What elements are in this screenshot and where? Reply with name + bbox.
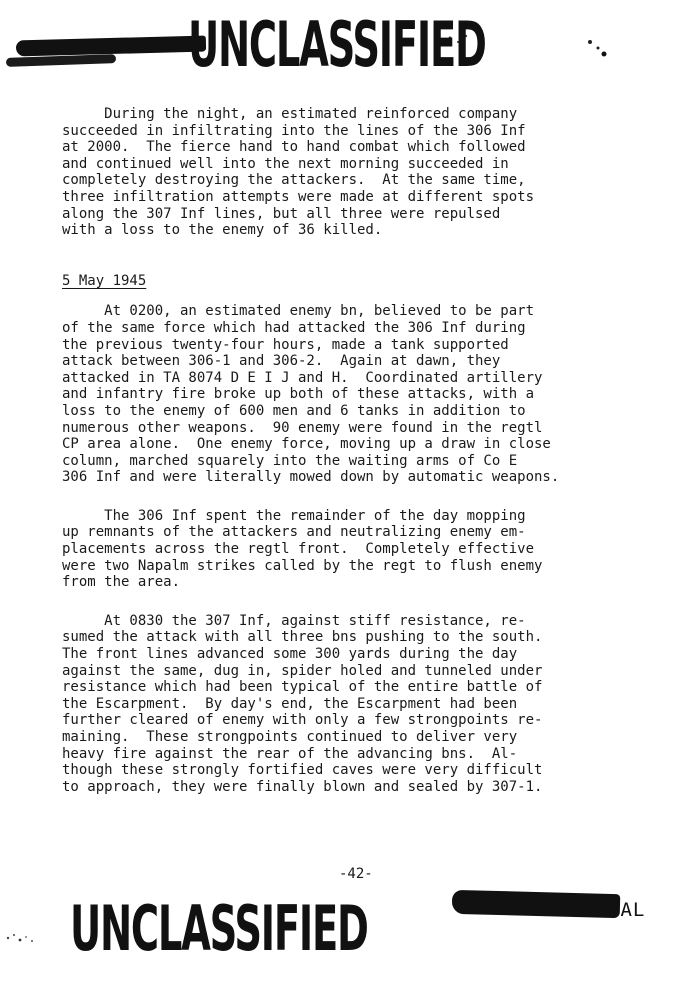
- text-line: The front lines advanced some 300 yards during the day: [62, 646, 518, 663]
- page-number: -42-: [339, 866, 373, 882]
- text-line: further cleared of enemy with only a few strongpoints re-: [62, 712, 543, 729]
- paragraph-mopping-up: [62, 508, 682, 591]
- text-line: at 2000. The fierce hand to hand combat which followed: [62, 139, 526, 156]
- text-line: The 306 Inf spent the remainder of the day mopping: [62, 507, 526, 524]
- redaction-bar-bottom: [452, 890, 621, 918]
- text-line: maining. These strongpoints continued to deliver very: [62, 729, 518, 745]
- text-line: placements across the regtl front. Completely effective: [62, 541, 535, 558]
- classification-remnant: IAL: [608, 899, 646, 921]
- text-line: three infiltration attempts were made at different spots: [62, 188, 535, 205]
- unclassified-stamp-top: UNCLASSIFIED: [188, 8, 486, 81]
- paragraph-night-infiltration: [62, 106, 682, 239]
- text-line: attack between 306-1 and 306-2. Again at dawn, they: [62, 353, 501, 370]
- text-line: though these strongly fortified caves were very difficult: [62, 762, 543, 779]
- date-heading-row: [62, 273, 682, 290]
- ink-speckle-bottom: [2, 928, 62, 948]
- text-line: were two Napalm strikes called by the regt to flush enemy: [62, 557, 543, 574]
- text-line: numerous other weapons. 90 enemy were found in the regtl: [62, 419, 543, 436]
- text-line: heavy fire against the rear of the advancing bns. Al-: [62, 745, 518, 762]
- text-line: completely destroying the attackers. At the same time,: [62, 172, 526, 189]
- text-line: and continued well into the next morning succeeded in: [62, 155, 509, 172]
- date-heading: 5 May 1945: [62, 272, 147, 289]
- text-line: column, marched squarely into the waiting arms of Co E: [62, 452, 518, 469]
- text-line: succeeded in infiltrating into the lines of the 306 Inf: [62, 122, 526, 139]
- text-line: with a loss to the enemy of 36 killed.: [62, 222, 383, 239]
- text-line: At 0830 the 307 Inf, against stiff resistance, re-: [62, 612, 526, 629]
- text-line: loss to the enemy of 600 men and 6 tanks in addition to: [62, 402, 526, 419]
- text-line: resistance which had been typical of the entire battle of: [62, 679, 543, 696]
- text-line: to approach, they were finally blown and sealed by 307-1.: [62, 778, 543, 795]
- paragraph-escarpment: [62, 613, 682, 796]
- text-line: sumed the attack with all three bns pushing to the south.: [62, 629, 543, 646]
- text-line: the Escarpment. By day's end, the Escarpment had been: [62, 695, 518, 712]
- unclassified-stamp-bottom: UNCLASSIFIED: [70, 892, 368, 965]
- paragraph-tank-attack: [62, 303, 682, 486]
- text-line: CP area alone. One enemy force, moving up a draw in close: [62, 436, 551, 453]
- text-line: 306 Inf and were literally mowed down by automatic weapons.: [62, 469, 560, 486]
- text-line: attacked in TA 8074 D E I J and H. Coordinated artillery: [62, 369, 543, 386]
- text-line: the previous twenty-four hours, made a tank supported: [62, 336, 509, 353]
- text-line: and infantry fire broke up both of these attacks, with a: [62, 386, 535, 403]
- text-line: During the night, an estimated reinforced company: [62, 106, 518, 122]
- text-line: from the area.: [62, 574, 181, 591]
- text-line: along the 307 Inf lines, but all three were repulsed: [62, 205, 501, 222]
- text-line: up remnants of the attackers and neutralizing enemy em-: [62, 524, 526, 541]
- text-line: of the same force which had attacked the 306 Inf during: [62, 319, 526, 336]
- text-line: against the same, dug in, spider holed and tunneled under: [62, 662, 543, 679]
- text-line: At 0200, an estimated enemy bn, believed to be part: [62, 303, 535, 320]
- document-body: [62, 106, 682, 795]
